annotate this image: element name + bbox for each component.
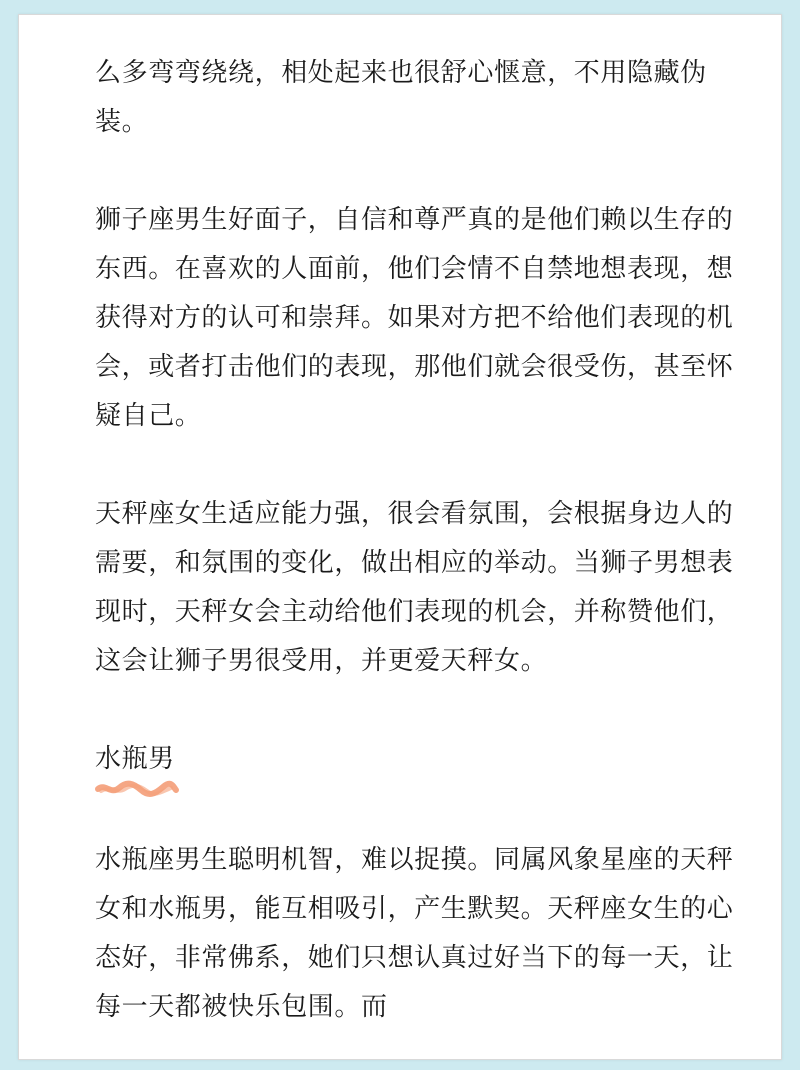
paragraph-1: 么多弯弯绕绕，相处起来也很舒心惬意，不用隐藏伪装。 bbox=[95, 58, 707, 137]
page-frame bbox=[18, 14, 782, 1060]
paragraph-3: 天秤座女生适应能力强，很会看氛围，会根据身边人的需要，和氛围的变化，做出相应的举动。当狮子男想表现时，天秤女会主动给他们表现的机会，并称赞他们，这会让狮子男很受用，并更爱天秤女。 bbox=[95, 499, 734, 676]
article-content bbox=[95, 49, 735, 1060]
section-heading: 水瓶男 bbox=[95, 744, 175, 774]
paragraph-2: 狮子座男生好面子，自信和尊严真的是他们赖以生存的东西。在喜欢的人面前，他们会情不自禁地想表现，想获得对方的认可和崇拜。如果对方把不给他们表现的机会，或者打击他们的表现，那他们就会很受伤，甚至怀疑自己。 bbox=[95, 205, 734, 431]
paragraph-4: 水瓶座男生聪明机智，难以捉摸。同属风象星座的天秤女和水瓶男，能互相吸引，产生默契。天秤座女生的心态好，非常佛系，她们只想认真过好当下的每一天，让每一天都被快乐包围。而 bbox=[95, 845, 734, 1022]
section-heading-block bbox=[95, 735, 735, 798]
